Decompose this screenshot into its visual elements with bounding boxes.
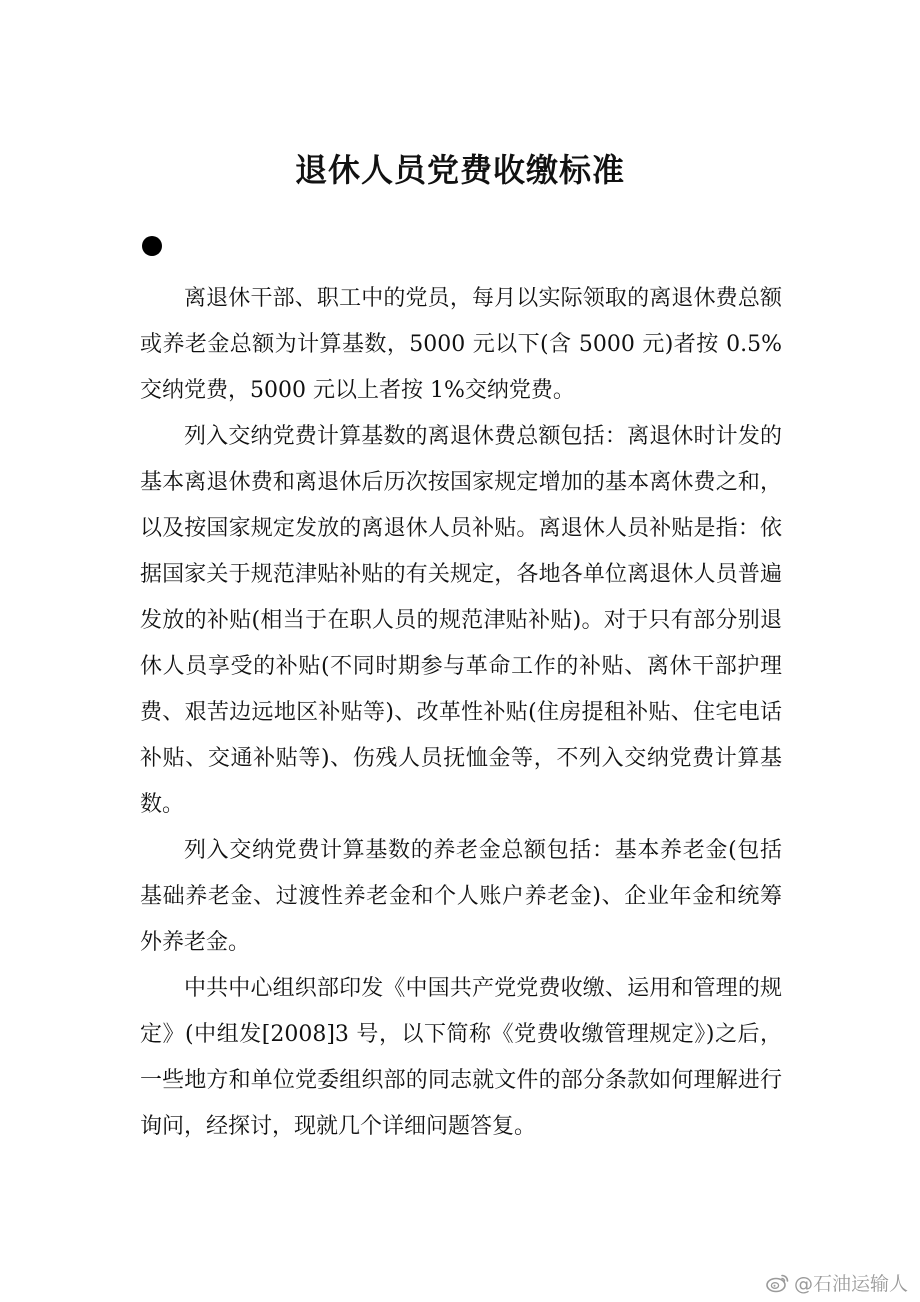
document-body <box>140 276 782 1150</box>
paragraph-4: 中共中心组织部印发《中国共产党党费收缴、运用和管理的规定》(中组发[2008]3 号，以下简称《党费收缴管理规定》)之后，一些地方和单位党委组织部的同志就文件的部分条款如何理解进行询问，经探讨，现就几个详细问题答复。 <box>140 976 782 1139</box>
paragraph-3: 列入交纳党费计算基数的养老金总额包括：基本养老金(包括基础养老金、过渡性养老金和个人账户养老金)、企业年金和统筹外养老金。 <box>140 838 782 955</box>
watermark-text: @石油运输人 <box>793 1273 908 1295</box>
paragraph-1: 离退休干部、职工中的党员，每月以实际领取的离退休费总额或养老金总额为计算基数，5000 元以下(含 5000 元)者按 0.5%交纳党费，5000 元以上者按 1%交纳党费。 <box>140 286 782 403</box>
paragraph-2: 列入交纳党费计算基数的离退休费总额包括：离退休时计发的基本离退休费和离退休后历次按国家规定增加的基本离休费之和，以及按国家规定发放的离退休人员补贴。离退休人员补贴是指：依据国家关于规范津贴补贴的有关规定，各地各单位离退休人员普遍发放的补贴(相当于在职人员的规范津贴补贴)。对于只有部分别退休人员享受的补贴(不同时期参与革命工作的补贴、离休干部护理费、艰苦边远地区补贴等)、改革性补贴(住房提租补贴、住宅电话补贴、交通补贴等)、伤残人员抚恤金等，不列入交纳党费计算基数。 <box>140 424 782 817</box>
watermark <box>766 1269 908 1296</box>
document-title: 退休人员党费收缴标准 <box>294 151 625 189</box>
bullet-dot-icon <box>142 236 162 256</box>
weibo-icon <box>766 1273 790 1293</box>
